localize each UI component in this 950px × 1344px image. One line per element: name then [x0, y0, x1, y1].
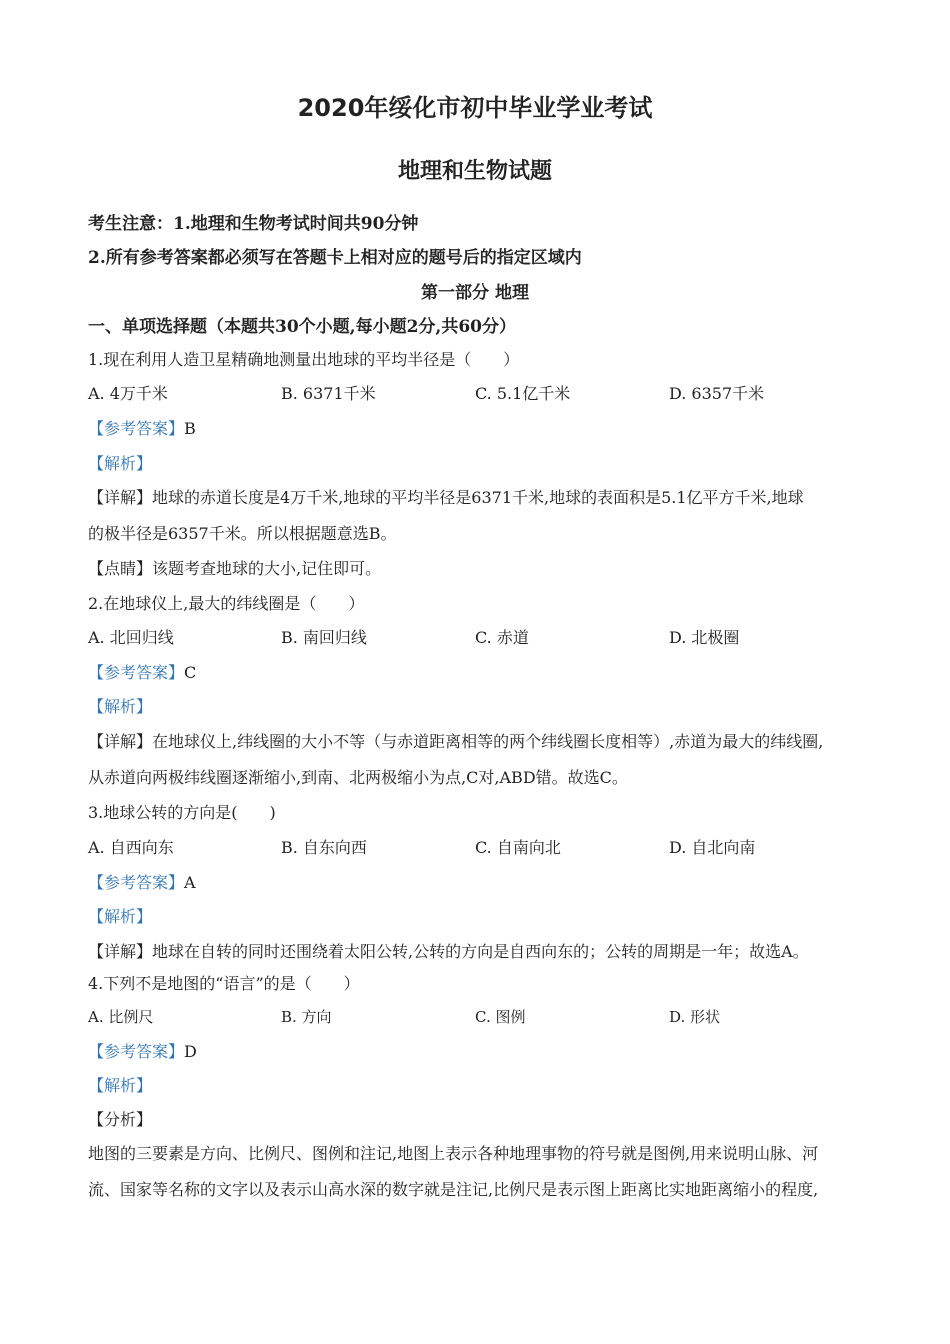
answer-label: 【参考答案】 — [88, 873, 185, 892]
q1-answer-value: B — [184, 419, 196, 438]
q4-option-d: D. 形状 — [669, 1008, 721, 1026]
q2-option-a: A. 北回归线 — [88, 628, 174, 647]
q2-analysis-label: 【解析】 — [88, 697, 153, 716]
q1-option-c: C. 5.1亿千米 — [475, 384, 571, 403]
q3-option-d: D. 自北向南 — [669, 838, 756, 857]
detail-label: 【详解】 — [88, 488, 153, 507]
section-heading: 一、单项选择题（本题共30个小题,每小题2分,共60分） — [88, 317, 516, 337]
q1-detail-line-2: 的极半径是6357千米。所以根据题意选B。 — [88, 524, 397, 543]
exam-subtitle: 地理和生物试题 — [397, 159, 552, 184]
q2-option-b: B. 南回归线 — [281, 628, 367, 647]
q4-fenxi-label: 【分析】 — [88, 1110, 153, 1129]
q3-option-c: C. 自南向北 — [475, 838, 561, 857]
q2-detail-line-1: 【详解】在地球仪上,纬线圈的大小不等（与赤道距离相等的两个纬线圈长度相等）,赤道为最大的纬线圈, — [88, 732, 824, 751]
notice-line-1: 考生注意：1.地理和生物考试时间共90分钟 — [88, 214, 419, 234]
q1-option-b: B. 6371千米 — [281, 384, 376, 403]
q2-option-d: D. 北极圈 — [669, 628, 740, 647]
q3-answer — [88, 870, 196, 893]
notice-line-2: 2.所有参考答案都必须写在答题卡上相对应的题号后的指定区域内 — [88, 248, 582, 268]
detail-label: 【详解】 — [88, 732, 153, 751]
q1-stem: 1.现在利用人造卫星精确地测量出地球的平均半径是（ ） — [88, 350, 520, 369]
q4-fenxi-line-2: 流、国家等名称的文字以及表示山高水深的数字就是注记,比例尺是表示图上距离比实地距离缩小的程度, — [88, 1180, 819, 1199]
q4-answer — [88, 1039, 197, 1062]
q4-fenxi-line-1: 地图的三要素是方向、比例尺、图例和注记,地图上表示各种地理事物的符号就是图例,用来说明山脉、河 — [88, 1144, 819, 1163]
q2-option-c: C. 赤道 — [475, 628, 529, 647]
q2-stem: 2.在地球仪上,最大的纬线圈是（ ） — [88, 594, 365, 613]
comment-label: 【点睛】 — [88, 559, 153, 578]
q4-answer-value: D — [184, 1042, 197, 1061]
q4-option-b: B. 方向 — [281, 1008, 332, 1026]
q3-analysis-label: 【解析】 — [88, 907, 153, 926]
q4-stem: 4.下列不是地图的“语言”的是（ ） — [88, 974, 360, 993]
q3-answer-value: A — [184, 873, 196, 892]
answer-label: 【参考答案】 — [88, 419, 185, 438]
q1-option-a: A. 4万千米 — [88, 384, 168, 403]
q2-detail-line-2: 从赤道向两极纬线圈逐渐缩小,到南、北两极缩小为点,C对,ABD错。故选C。 — [88, 768, 628, 787]
q1-detail-line-1: 【详解】地球的赤道长度是4万千米,地球的平均半径是6371千米,地球的表面积是5.1亿平方千米,地球 — [88, 488, 804, 507]
answer-label: 【参考答案】 — [88, 1042, 185, 1061]
q3-detail-line-1: 【详解】地球在自转的同时还围绕着太阳公转,公转的方向是自西向东的；公转的周期是一年；故选A。 — [88, 942, 809, 961]
q3-option-b: B. 自东向西 — [281, 838, 367, 857]
answer-label: 【参考答案】 — [88, 663, 185, 682]
exam-title: 2020年绥化市初中毕业学业考试 — [297, 94, 653, 122]
q3-option-a: A. 自西向东 — [88, 838, 174, 857]
q4-option-a: A. 比例尺 — [88, 1008, 154, 1026]
q4-option-c: C. 图例 — [475, 1008, 526, 1026]
q2-answer-value: C — [184, 663, 197, 682]
q1-comment: 【点睛】该题考查地球的大小,记住即可。 — [88, 559, 382, 578]
detail-label: 【详解】 — [88, 942, 153, 961]
q2-answer — [88, 660, 196, 683]
part-heading: 第一部分 地理 — [421, 283, 529, 303]
q1-option-d: D. 6357千米 — [669, 384, 765, 403]
q1-analysis-label: 【解析】 — [88, 454, 153, 473]
q3-stem: 3.地球公转的方向是( ) — [88, 803, 276, 822]
q1-answer — [88, 416, 196, 439]
q4-analysis-label: 【解析】 — [88, 1076, 153, 1095]
